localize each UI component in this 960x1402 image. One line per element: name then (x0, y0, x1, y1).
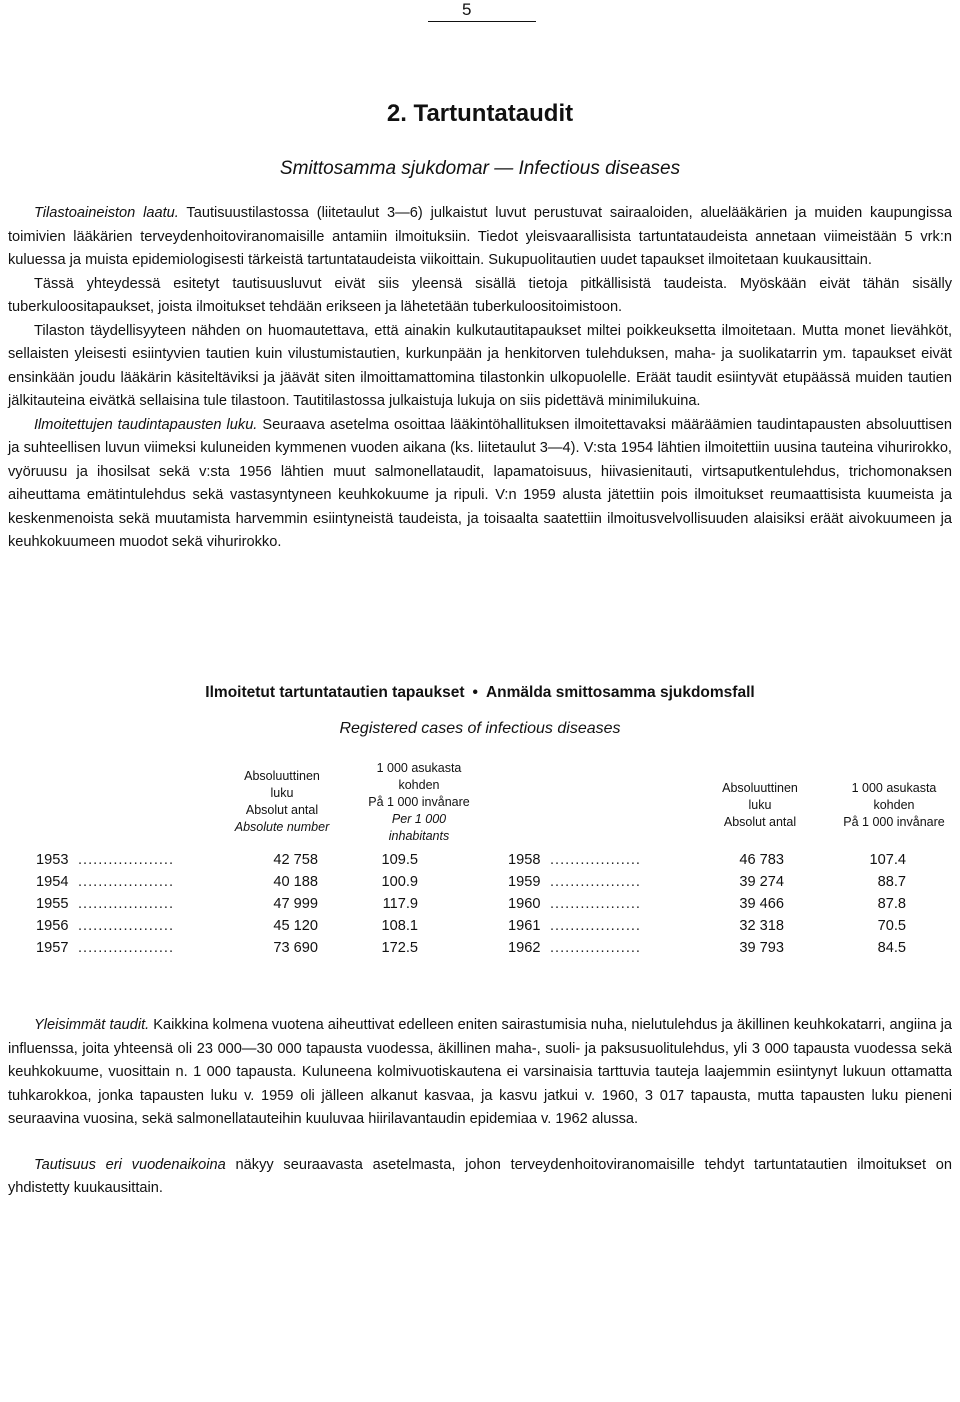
header-rate-fi: 1 000 asukasta (376, 761, 462, 775)
rate-cell: 172.5 (381, 940, 418, 956)
page-number: 5 (462, 0, 472, 19)
table-row (0, 896, 960, 918)
header-absolute-left (222, 768, 342, 836)
absolute-cell: 47 999 (273, 896, 318, 912)
section-lead-seasonal: Tautisuus eri vuodenaikoina (34, 1156, 226, 1173)
year-cell: 1962 (508, 940, 541, 956)
header-rate-en-2: inhabitants (388, 829, 450, 843)
header-rate-left (354, 760, 484, 845)
intro-paragraph-4 (8, 414, 952, 555)
table-title-separator: • (472, 684, 478, 701)
header-abs-fi: Absoluuttinen (244, 769, 320, 783)
absolute-cell: 73 690 (273, 940, 318, 956)
rate-cell: 100.9 (381, 874, 418, 890)
leader-dots: ................... (78, 940, 175, 956)
intro-paragraph-2 (8, 273, 952, 320)
year-cell: 1953 (36, 852, 69, 868)
header-abs-en: Absolute number (234, 820, 330, 834)
leader-dots: .................. (550, 940, 641, 956)
rate-cell: 107.4 (869, 852, 906, 868)
header-abs-fi-2: luku (748, 798, 772, 812)
leader-dots: .................. (550, 896, 641, 912)
header-abs-sv: Absolut antal (245, 803, 319, 817)
header-absolute-right (700, 780, 820, 831)
table-title-fi: Ilmoitetut tartuntatautien tapaukset (205, 684, 465, 701)
leader-dots: .................. (550, 918, 641, 934)
year-cell: 1956 (36, 918, 69, 934)
year-cell: 1959 (508, 874, 541, 890)
chapter-title: 2. Tartuntataudit (386, 100, 574, 127)
year-cell: 1960 (508, 896, 541, 912)
section-lead-data-quality: Tilastoaineiston laatu. (34, 205, 179, 221)
leader-dots: .................. (550, 852, 641, 868)
intro-text (8, 202, 952, 555)
table-title (0, 684, 960, 702)
absolute-cell: 32 318 (739, 918, 784, 934)
intro-paragraph-3 (8, 320, 952, 414)
absolute-cell: 40 188 (273, 874, 318, 890)
absolute-cell: 39 793 (739, 940, 784, 956)
rate-cell: 84.5 (877, 940, 906, 956)
leader-dots: ................... (78, 896, 175, 912)
header-abs-fi: Absoluuttinen (722, 781, 798, 795)
rate-cell: 70.5 (877, 918, 906, 934)
table-row (0, 918, 960, 940)
chapter-subtitle: Smittosamma sjukdomar — Infectious diseases (279, 158, 681, 179)
table-row (0, 874, 960, 896)
paragraph-body: Tautisuustilastossa (liitetaulut 3—6) julkaistut luvut perustuvat sairaaloiden, aluelääkärien ja muiden kaupungissa toimivien lääkärien terveydenhoitoviranomaisille antamiin ilmoituksiin. Tiedot yleisvaarallisista tartuntataudeista annetaan viimeistään 5 vrk:n kuluessa ja muista epidemiologisesti tärkeistä tartuntataudeista viikoittain. Sukupuolitautien uudet tapaukset ilmoitetaan kuukausittain. (8, 205, 952, 268)
paragraph-body: näkyy seuraavasta asetelmasta, johon terveydenhoitoviranomaisille tehdyt tartuntatautien ilmoitukset on yhdistetty kuukausittain. (8, 1156, 952, 1196)
header-rate-sv: På 1 000 invånare (368, 795, 470, 809)
table-row (0, 940, 960, 962)
leader-dots: ................... (78, 918, 175, 934)
leader-dots: ................... (78, 874, 175, 890)
header-rate-en: Per 1 000 (391, 812, 447, 826)
rate-cell: 109.5 (381, 852, 418, 868)
year-cell: 1955 (36, 896, 69, 912)
year-cell: 1961 (508, 918, 541, 934)
table-title-sv: Anmälda smittosamma sjukdomsfall (485, 684, 755, 701)
closing-paragraph-2 (8, 1154, 952, 1201)
table-subtitle: Registered cases of infectious diseases (339, 720, 621, 737)
header-rate-right (832, 780, 956, 831)
rate-cell: 87.8 (877, 896, 906, 912)
header-abs-sv: Absolut antal (723, 815, 797, 829)
header-rate-fi: 1 000 asukasta (851, 781, 937, 795)
intro-paragraph-1 (8, 202, 952, 273)
closing-text (8, 1014, 952, 1223)
absolute-cell: 42 758 (273, 852, 318, 868)
leader-dots: ................... (78, 852, 175, 868)
leader-dots: .................. (550, 874, 641, 890)
section-lead-common-diseases: Yleisimmät taudit. (34, 1017, 150, 1033)
closing-paragraph-1 (8, 1014, 952, 1132)
page-number-rule (428, 21, 536, 22)
absolute-cell: 39 466 (739, 896, 784, 912)
rate-cell: 108.1 (381, 918, 418, 934)
paragraph-body: Kaikkina kolmena vuotena aiheuttivat edelleen eniten sairastumisia nuha, nielutulehdus ja äkillinen keuhkokatarri, angiina ja influenssa, joita yhteensä oli 23 000—30 000 tapausta vuodessa, äkillinen maha-, suoli- ja paksusuolitulehdus, yli 3 000 tapausta vuodessa sekä keuhkokuume, vuosittain n. 1 000 tapausta. Kuluneena kolmivuotiskautena ei varsinaisia tarttuvia tauteja laajemmin esiintynyt lukuun ottamatta tuhkarokkoa, jonka tapausten luku v. 1959 oli jälleen alkanut kasvaa, ja kasvu jatkui v. 1960, 3 017 tapausta, mutta tapausten luku pieneni seuraavina vuosina, sekä salmonellatauteihin kuuluvaa hiirilavantaudin epidemiaa v. 1962 alussa. (8, 1017, 952, 1127)
header-rate-fi-2: kohden (398, 778, 440, 792)
header-rate-sv: På 1 000 invånare (843, 815, 945, 829)
paragraph-body: Seuraava asetelma osoittaa lääkintöhallituksen ilmoitettavaksi määräämien taudintapausten absoluuttisen ja suhteellisen luvun viimeksi kuluneiden kymmenen vuoden aikana (ks. liitetaulut 3—4). V:sta 1954 lähtien ilmoitettiin uusina tauteina vihurirokko, vyöruusu ja ihosilsat sekä v:sta 1956 lähtien muut salmonellataudit, lapamatoisuus, hiivasienitauti, virtsaputkentulehdus, trichomonaksen aiheuttama emätintulehdus sekä vastasyntyneen keuhkokuume ja ripuli. V:n 1959 alusta jätettiin pois ilmoitukset reumaattisista kuumeista ja keskenmenoista sekä muutamista harvemmin esiintyneistä taudeista, ja toisaalta saatettiin ilmoitusvelvollisuuden alaisiksi eräät aivokuumeen ja keuhkokuumeen muodot sekä vihurirokko. (8, 416, 952, 550)
year-cell: 1954 (36, 874, 69, 890)
table-row (0, 852, 960, 874)
absolute-cell: 46 783 (739, 852, 784, 868)
paragraph-body: Tässä yhteydessä esitetyt tautisuusluvut eivät siis yleensä sisällä tietoja pitkällisistä taudeista. Myöskään eivät tähän sisälly tuberkuloositapaukset, joista ilmoitukset tehdään erikseen ja lähetetään tuberkuloositoimistoon. (8, 275, 952, 315)
year-cell: 1958 (508, 852, 541, 868)
header-rate-fi-2: kohden (873, 798, 915, 812)
rate-cell: 117.9 (382, 896, 418, 912)
absolute-cell: 45 120 (273, 918, 318, 934)
absolute-cell: 39 274 (739, 874, 784, 890)
section-lead-reported-cases: Ilmoitettujen taudintapausten luku. (34, 416, 258, 433)
rate-cell: 88.7 (877, 874, 906, 890)
year-cell: 1957 (36, 940, 69, 956)
header-abs-fi-2: luku (270, 786, 294, 800)
paragraph-body: Tilaston täydellisyyteen nähden on huomautettava, että ainakin kulkutautitapaukset miltei poikkeuksetta ilmoitetaan. Mutta monet lievähköt, sellaisten yleisesti esiintyvien tautien kuin vilustumistautien, kurkunpään ja henkitorven tulehduksen, maha- ja suolikatarrin ym. tapaukset eivät ensinkään joudu lääkärin käsiteltäviksi ja jäävät siten ilmoittamattomina tilastonkin ulkopuolelle. Eräät taudit esiintyvät etupäässä muiden tautien jälkitauteina eivätkä sellaisina tule tilastoon. Tautitilastossa julkaistuja lukuja on siis pidettävä minimilukuina. (8, 322, 952, 409)
